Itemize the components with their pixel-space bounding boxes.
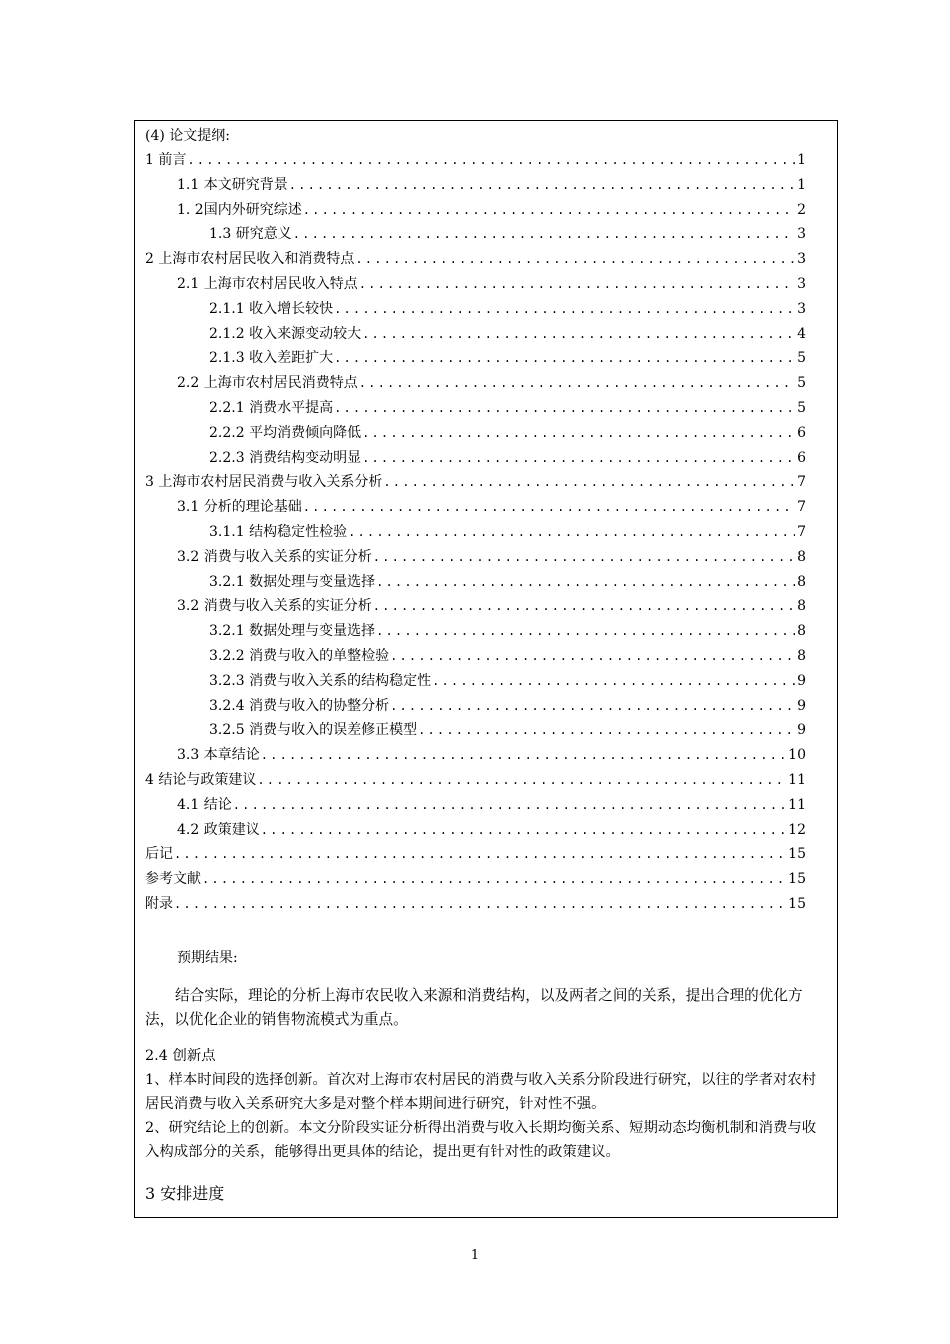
toc-entry-label: 1 前言: [145, 152, 187, 168]
toc-entry-page: 12: [788, 821, 806, 838]
toc-entry-page: 5: [797, 375, 806, 392]
innovation-point-2: 2、研究结论上的创新。本文分阶段实证分析得出消费与收入长期均衡关系、短期动态均衡机制和消费与收入构成部分的关系，能够得出更具体的结论，提出更有针对性的政策建议。: [145, 1120, 817, 1160]
page-number: 1: [470, 1248, 480, 1263]
innovation-section: [145, 1044, 830, 1164]
toc-entry-label: 后记: [145, 846, 173, 863]
toc-entry-page: 1: [797, 176, 806, 193]
toc-entry-label: 3.3 本章结论: [177, 747, 260, 764]
toc-dot-leader: [201, 867, 786, 892]
toc-entry-page: 15: [788, 846, 806, 863]
toc-dot-leader: [173, 842, 786, 867]
toc-entry-page: 3: [797, 226, 806, 243]
toc-entry: [145, 570, 806, 595]
toc-entry-page: 9: [797, 672, 806, 689]
toc-entry: [145, 793, 806, 818]
expected-results-body: 结合实际，理论的分析上海市农民收入来源和消费结构，以及两者之间的关系，提出合理的优化方法，以优化企业的销售物流模式为重点。: [145, 987, 803, 1028]
toc-entry-label: 3.2 消费与收入关系的实证分析: [177, 598, 372, 615]
toc-entry-label: 1. 2国内外研究综述: [177, 201, 302, 218]
toc-dot-leader: [333, 346, 795, 371]
toc-entry: [145, 297, 806, 322]
toc-entry-page: 11: [788, 771, 806, 788]
toc-dot-leader: [358, 272, 795, 297]
toc-entry-label: 3 上海市农村居民消费与收入关系分析: [145, 474, 383, 491]
toc-entry: [145, 768, 806, 793]
toc-entry-label: 3.2.3 消费与收入关系的结构稳定性: [209, 672, 432, 689]
toc-entry-label: 3.2.2 消费与收入的单整检验: [209, 647, 390, 664]
toc-entry-label: 3.2 消费与收入关系的实证分析: [177, 548, 372, 565]
toc-dot-leader: [186, 148, 795, 173]
toc-entry-page: 3: [797, 300, 806, 317]
toc-dot-leader: [389, 644, 795, 669]
toc-entry: [145, 718, 806, 743]
toc-entry-label: 3.1 分析的理论基础: [177, 499, 302, 516]
toc-entry-page: 6: [797, 449, 806, 466]
toc-entry: [145, 396, 806, 421]
toc-entry-label: 2.2.1 消费水平提高: [209, 399, 334, 416]
toc-entry: [145, 818, 806, 843]
toc-entry-page: 10: [788, 747, 806, 764]
toc-entry-label: 4.2 政策建议: [177, 821, 260, 838]
toc-entry-page: 6: [797, 424, 806, 441]
innovation-heading: 2.4 创新点: [145, 1048, 216, 1064]
toc-entry-page: 7: [797, 499, 806, 516]
expected-results-title: 预期结果:: [177, 950, 238, 966]
toc-entry: [145, 470, 806, 495]
toc-entry: [145, 247, 806, 272]
toc-dot-leader: [431, 669, 795, 694]
toc-dot-leader: [333, 297, 795, 322]
toc-entry-page: 8: [797, 647, 806, 664]
toc-entry: [145, 198, 806, 223]
toc-entry-label: 2.2.2 平均消费倾向降低: [209, 424, 362, 441]
toc-dot-leader: [372, 545, 795, 570]
toc-dot-leader: [375, 570, 795, 595]
toc-entry-label: 2.1 上海市农村居民收入特点: [177, 275, 358, 292]
toc-dot-leader: [361, 446, 795, 471]
toc-entry-page: 7: [797, 474, 806, 491]
toc-entry-page: 8: [797, 573, 806, 590]
toc-dot-leader: [382, 470, 795, 495]
toc-entry: [145, 446, 806, 471]
toc-entry: [145, 346, 806, 371]
toc-dot-leader: [389, 694, 795, 719]
toc-entry-page: 5: [797, 399, 806, 416]
toc-dot-leader: [358, 371, 795, 396]
toc-entry-page: 15: [788, 895, 806, 912]
toc-entry-page: 15: [788, 871, 806, 888]
table-of-contents: [145, 148, 806, 917]
toc-dot-leader: [302, 495, 795, 520]
toc-entry-page: 3: [797, 251, 806, 268]
toc-entry-page: 3: [797, 275, 806, 292]
toc-entry: [145, 669, 806, 694]
toc-entry: [145, 867, 806, 892]
toc-entry-label: 参考文献: [145, 871, 201, 888]
toc-entry: [145, 495, 806, 520]
toc-entry: [145, 173, 806, 198]
toc-dot-leader: [361, 421, 795, 446]
toc-dot-leader: [292, 222, 795, 247]
toc-entry: [145, 743, 806, 768]
toc-entry: [145, 619, 806, 644]
toc-dot-leader: [232, 793, 786, 818]
toc-entry-label: 3.2.5 消费与收入的误差修正模型: [209, 722, 418, 739]
toc-entry-label: 3.2.1 数据处理与变量选择: [209, 573, 376, 590]
toc-dot-leader: [256, 768, 786, 793]
outline-heading: (4) 论文提纲:: [145, 128, 230, 144]
toc-entry: [145, 222, 806, 247]
toc-entry-label: 2.2 上海市农村居民消费特点: [177, 375, 358, 392]
toc-entry-page: 7: [797, 523, 806, 540]
toc-dot-leader: [347, 520, 795, 545]
toc-entry-label: 3.2.4 消费与收入的协整分析: [209, 697, 390, 714]
toc-entry-page: 9: [797, 697, 806, 714]
toc-entry-page: 8: [797, 623, 806, 640]
toc-entry-label: 2.1.1 收入增长较快: [209, 300, 334, 317]
innovation-point-1: 1、样本时间段的选择创新。首次对上海市农村居民的消费与收入关系分阶段进行研究，以往的学者对农村居民消费与收入关系研究大多是对整个样本期间进行研究，针对性不强。: [145, 1072, 817, 1112]
toc-entry-page: 1: [797, 152, 806, 168]
toc-entry: [145, 322, 806, 347]
toc-dot-leader: [260, 818, 786, 843]
toc-dot-leader: [354, 247, 795, 272]
toc-dot-leader: [288, 173, 795, 198]
toc-entry-label: 1.1 本文研究背景: [177, 176, 288, 193]
toc-entry-label: 1.3 研究意义: [209, 226, 292, 243]
toc-entry-label: 4 结论与政策建议: [145, 771, 257, 788]
toc-entry-label: 2 上海市农村居民收入和消费特点: [145, 251, 355, 268]
toc-entry-page: 4: [797, 325, 806, 342]
toc-dot-leader: [302, 198, 795, 223]
toc-entry-label: 2.2.3 消费结构变动明显: [209, 449, 362, 466]
toc-entry-label: 3.2.1 数据处理与变量选择: [209, 623, 376, 640]
toc-entry-page: 8: [797, 548, 806, 565]
toc-entry-page: 8: [797, 598, 806, 615]
toc-entry: [145, 594, 806, 619]
toc-entry: [145, 842, 806, 867]
toc-dot-leader: [417, 718, 795, 743]
toc-entry-label: 2.1.2 收入来源变动较大: [209, 325, 362, 342]
toc-entry: [145, 371, 806, 396]
toc-dot-leader: [361, 322, 795, 347]
toc-entry: [145, 644, 806, 669]
toc-dot-leader: [372, 594, 795, 619]
toc-entry: [145, 272, 806, 297]
toc-dot-leader: [375, 619, 795, 644]
toc-entry-page: 2: [797, 201, 806, 218]
schedule-heading: 3 安排进度: [145, 1184, 225, 1203]
toc-dot-leader: [260, 743, 786, 768]
toc-entry: [145, 892, 806, 917]
toc-entry: [145, 520, 806, 545]
toc-dot-leader: [333, 396, 795, 421]
toc-entry-page: 9: [797, 722, 806, 739]
toc-entry: [145, 148, 806, 173]
toc-entry-label: 3.1.1 结构稳定性检验: [209, 523, 348, 540]
toc-entry-page: 11: [788, 796, 806, 813]
toc-dot-leader: [173, 892, 786, 917]
toc-entry: [145, 545, 806, 570]
toc-entry-page: 5: [797, 350, 806, 367]
toc-entry-label: 附录: [145, 895, 173, 912]
toc-entry: [145, 694, 806, 719]
toc-entry-label: 2.1.3 收入差距扩大: [209, 350, 334, 367]
toc-entry: [145, 421, 806, 446]
toc-entry-label: 4.1 结论: [177, 796, 232, 813]
